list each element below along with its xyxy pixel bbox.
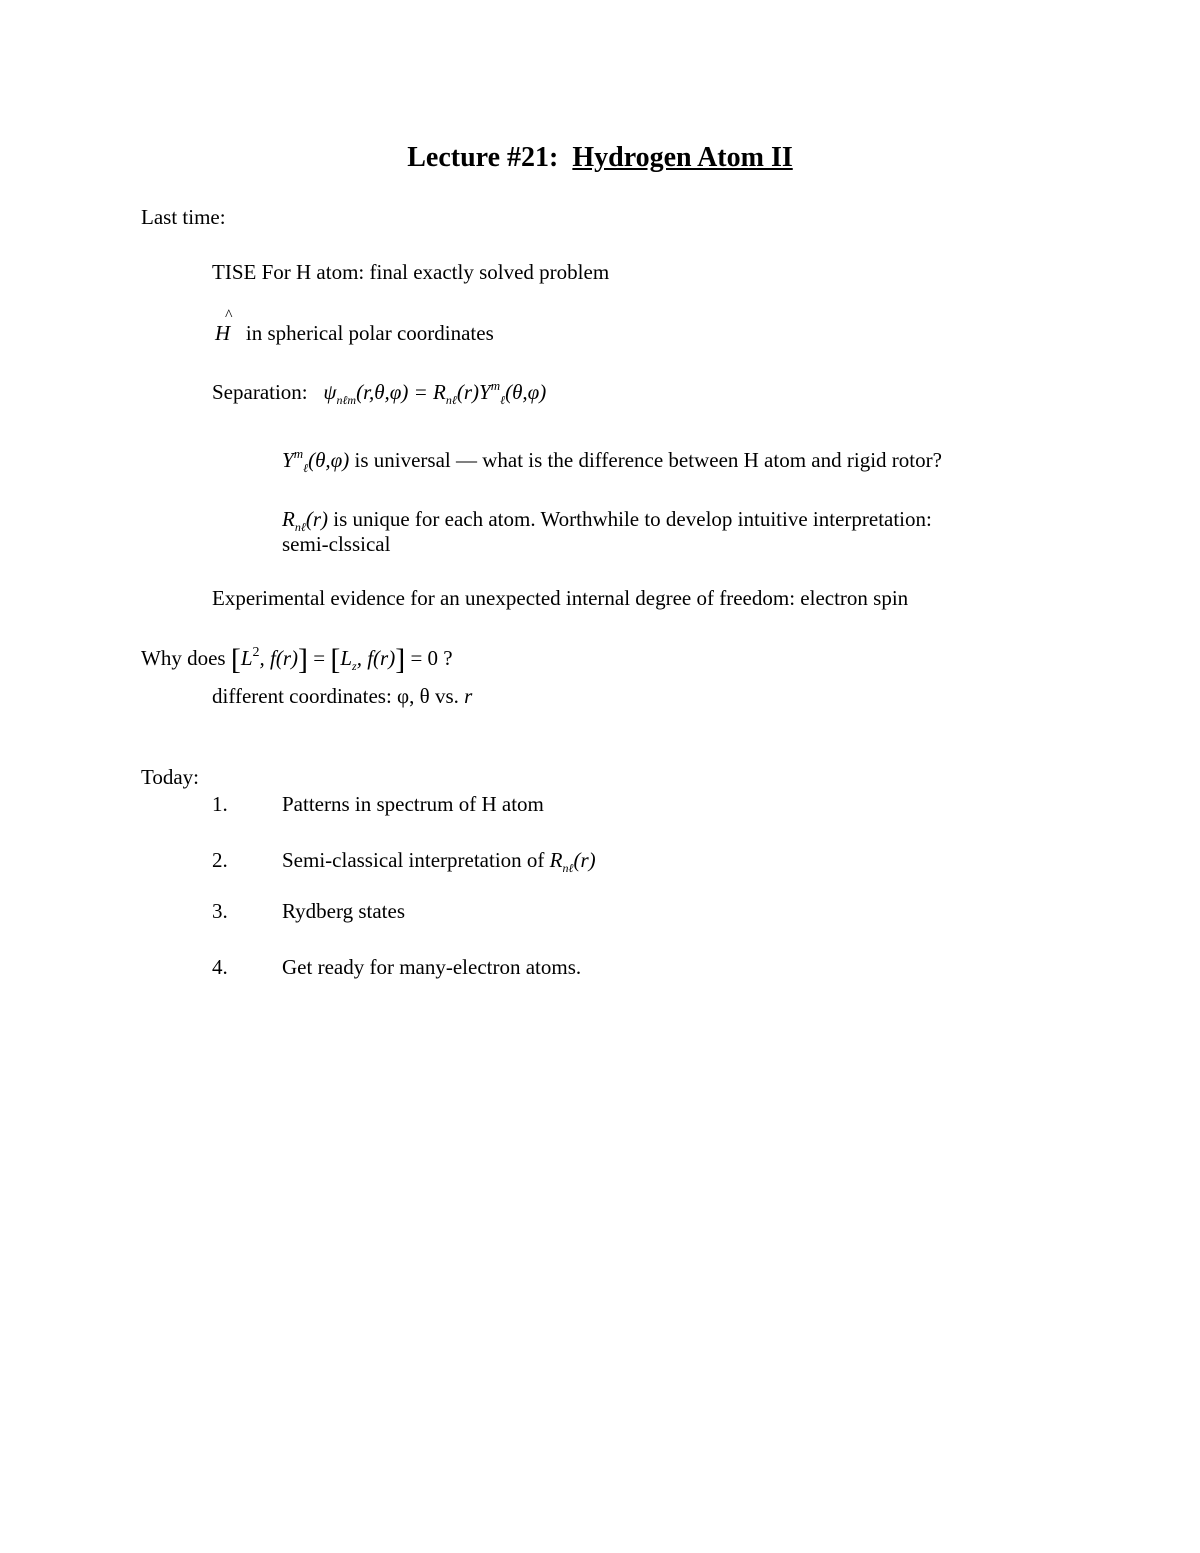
list-item: 3. Rydberg states: [212, 899, 406, 923]
coordinates-line: different coordinates: φ, θ vs. r: [212, 684, 473, 708]
lecture-number: Lecture #21:: [407, 142, 559, 173]
tise-line: TISE For H atom: final exactly solved problem: [212, 260, 610, 284]
hamiltonian-text: in spherical polar coordinates: [245, 321, 494, 345]
experimental-evidence-line: Experimental evidence for an unexpected internal degree of freedom: electron spin: [212, 586, 909, 610]
list-item: 1. Patterns in spectrum of H atom: [212, 792, 544, 816]
lecture-subject: Hydrogen Atom II: [572, 142, 793, 173]
page-title: [0, 142, 1200, 174]
separation-label: Separation:: [212, 380, 308, 404]
radial-function-line: $R_{n\ell}(r)$ is unique for each atom. Worthwhile to develop intuitive interpretation:: [282, 507, 932, 534]
today-heading: Today:: [141, 765, 200, 789]
list-item: 2. Semi-classical interpretation of $R_{n\ell}(r)$: [212, 848, 596, 875]
commutator-question: Why does [$L^2$, $f(r)] = [L_z$, f(r)] = 0 ?: [141, 643, 453, 676]
list-item: 4. Get ready for many-electron atoms.: [212, 955, 582, 979]
separation-line: Separation: $\psi_{n\ell m}(r,\theta,\varphi) = R_{n\ell}(r)Y^m_\ell(\theta,\varphi)$: [212, 378, 547, 407]
last-time-heading: Last time:: [141, 205, 226, 229]
radial-function-continuation: semi-clssical: [282, 532, 391, 556]
hamiltonian-symbol: H ^: [215, 307, 233, 345]
spherical-harmonic-line: $Y^m_\ell(\theta,\varphi)$ is universal — what is the difference between H atom and rigid rotor?: [282, 446, 942, 475]
hamiltonian-line: [215, 307, 494, 346]
